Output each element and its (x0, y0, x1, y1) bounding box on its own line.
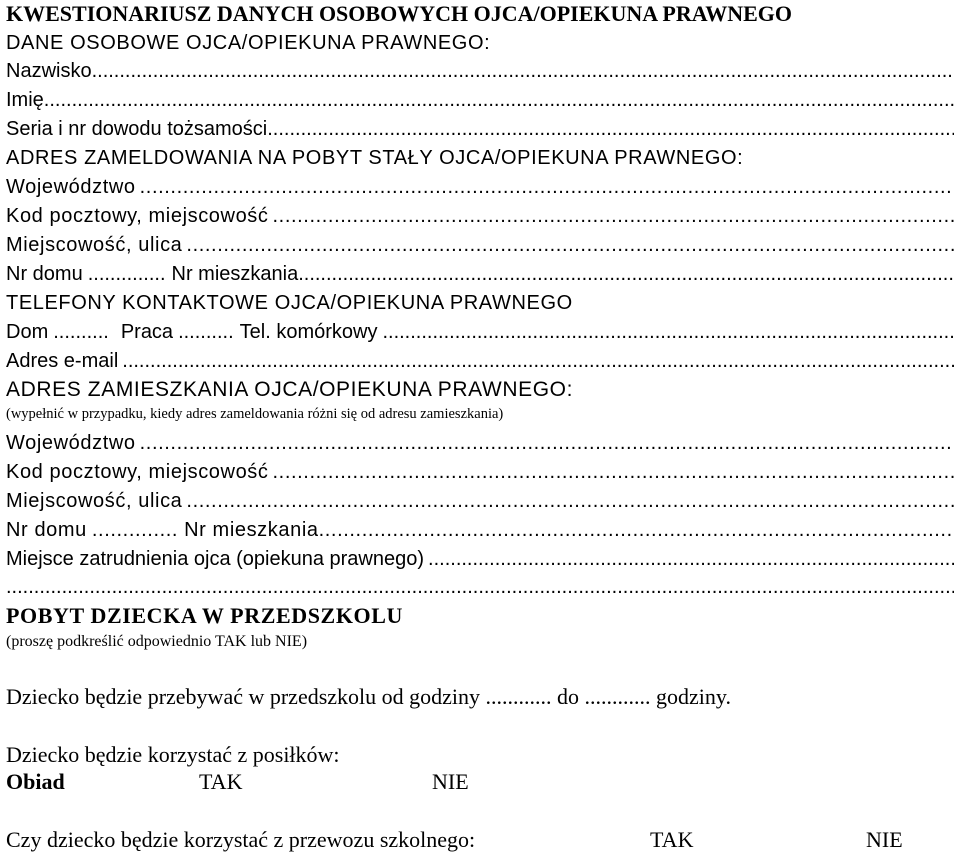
fill-dots (298, 264, 954, 284)
first-name-field[interactable] (6, 90, 954, 110)
lunch-no-option[interactable]: NIE (432, 769, 469, 794)
fill-dots (428, 549, 954, 569)
fill-dots (140, 433, 954, 453)
fill-dots: .............. (87, 264, 166, 284)
employment-field[interactable] (6, 549, 954, 569)
transport-row (6, 829, 903, 851)
phones-heading: TELEFONY KONTAKTOWE OJCA/OPIEKUNA PRAWNEGO (6, 292, 573, 314)
residence-town-street-label: Miejscowość, ulica (6, 491, 183, 511)
town-street-field[interactable] (6, 235, 954, 255)
residence-house-flat-field[interactable] (6, 520, 954, 540)
page-title: KWESTIONARIUSZ DANYCH OSOBOWYCH OJCA/OPIEKUNA PRAWNEGO (6, 1, 792, 26)
residence-voivodeship-field[interactable] (6, 433, 954, 453)
fill-dots (273, 206, 955, 226)
fill-dots (122, 351, 954, 371)
fill-dots: ............ (584, 684, 651, 709)
fill-dots (319, 520, 954, 540)
fill-dots: ............ (485, 684, 552, 709)
residence-note: (wypełnić w przypadku, kiedy adres zameldowania różni się od adresu zamieszkania) (6, 406, 504, 422)
fill-dots: .......... (178, 322, 234, 342)
lunch-row (6, 771, 469, 793)
stay-heading: POBYT DZIECKA W PRZEDSZKOLU (6, 603, 404, 628)
hours-row[interactable] (6, 686, 731, 708)
voivodeship-label: Województwo (6, 177, 136, 197)
fill-dots (92, 61, 954, 81)
hours-end-label: godziny. (656, 684, 731, 709)
house-no-label: Nr domu (6, 264, 83, 284)
fill-dots (186, 491, 954, 511)
transport-yes-option[interactable]: TAK (650, 827, 694, 852)
residence-house-no-label: Nr domu (6, 520, 87, 540)
residence-postal-code-field[interactable] (6, 462, 954, 482)
email-label: Adres e-mail (6, 351, 119, 371)
lunch-label: Obiad (6, 769, 65, 794)
home-phone-label: Dom (6, 322, 49, 342)
voivodeship-field[interactable] (6, 177, 954, 197)
residence-voivodeship-label: Województwo (6, 433, 136, 453)
flat-no-label: Nr mieszkania (171, 264, 299, 284)
fill-dots (273, 462, 955, 482)
hours-to-label: do (557, 684, 580, 709)
fill-dots (186, 235, 954, 255)
fill-dots (377, 322, 954, 342)
transport-question: Czy dziecko będzie korzystać z przewozu szkolnego: (6, 827, 476, 852)
email-field[interactable] (6, 351, 954, 371)
fill-dots (140, 177, 954, 197)
residence-town-street-field[interactable] (6, 491, 954, 511)
postal-code-label: Kod pocztowy, miejscowość (6, 206, 269, 226)
employment-continuation[interactable] (6, 577, 954, 597)
surname-field[interactable] (6, 61, 954, 81)
fill-dots (6, 577, 954, 597)
house-flat-field[interactable] (6, 264, 954, 284)
fill-dots (44, 90, 954, 110)
residence-flat-no-label: Nr mieszkania (184, 520, 319, 540)
postal-code-field[interactable] (6, 206, 954, 226)
meals-question: Dziecko będzie korzystać z posiłków: (6, 742, 340, 767)
first-name-label: Imię (6, 90, 44, 110)
mobile-phone-label: Tel. komórkowy (239, 322, 378, 342)
id-number-label: Seria i nr dowodu tożsamości (6, 119, 268, 139)
work-phone-label: Praca (120, 322, 174, 342)
registered-address-heading: ADRES ZAMELDOWANIA NA POBYT STAŁY OJCA/OPIEKUNA PRAWNEGO: (6, 147, 744, 169)
employment-label: Miejsce zatrudnienia ojca (opiekuna prawnego) (6, 549, 425, 569)
fill-dots: .............. (91, 520, 179, 540)
personal-data-heading: DANE OSOBOWE OJCA/OPIEKUNA PRAWNEGO: (6, 32, 491, 54)
hours-from-label: Dziecko będzie przebywać w przedszkolu od godziny (6, 684, 481, 709)
id-number-field[interactable] (6, 119, 954, 139)
residence-postal-code-label: Kod pocztowy, miejscowość (6, 462, 269, 482)
phones-field[interactable] (6, 322, 954, 342)
stay-note: (proszę podkreślić odpowiednio TAK lub NIE) (6, 633, 308, 650)
transport-no-option[interactable]: NIE (866, 827, 903, 852)
residence-address-heading: ADRES ZAMIESZKANIA OJCA/OPIEKUNA PRAWNEGO: (6, 378, 574, 401)
town-street-label: Miejscowość, ulica (6, 235, 183, 255)
lunch-yes-option[interactable]: TAK (199, 769, 243, 794)
surname-label: Nazwisko (6, 61, 92, 81)
fill-dots: .......... (53, 322, 109, 342)
fill-dots (267, 119, 954, 139)
